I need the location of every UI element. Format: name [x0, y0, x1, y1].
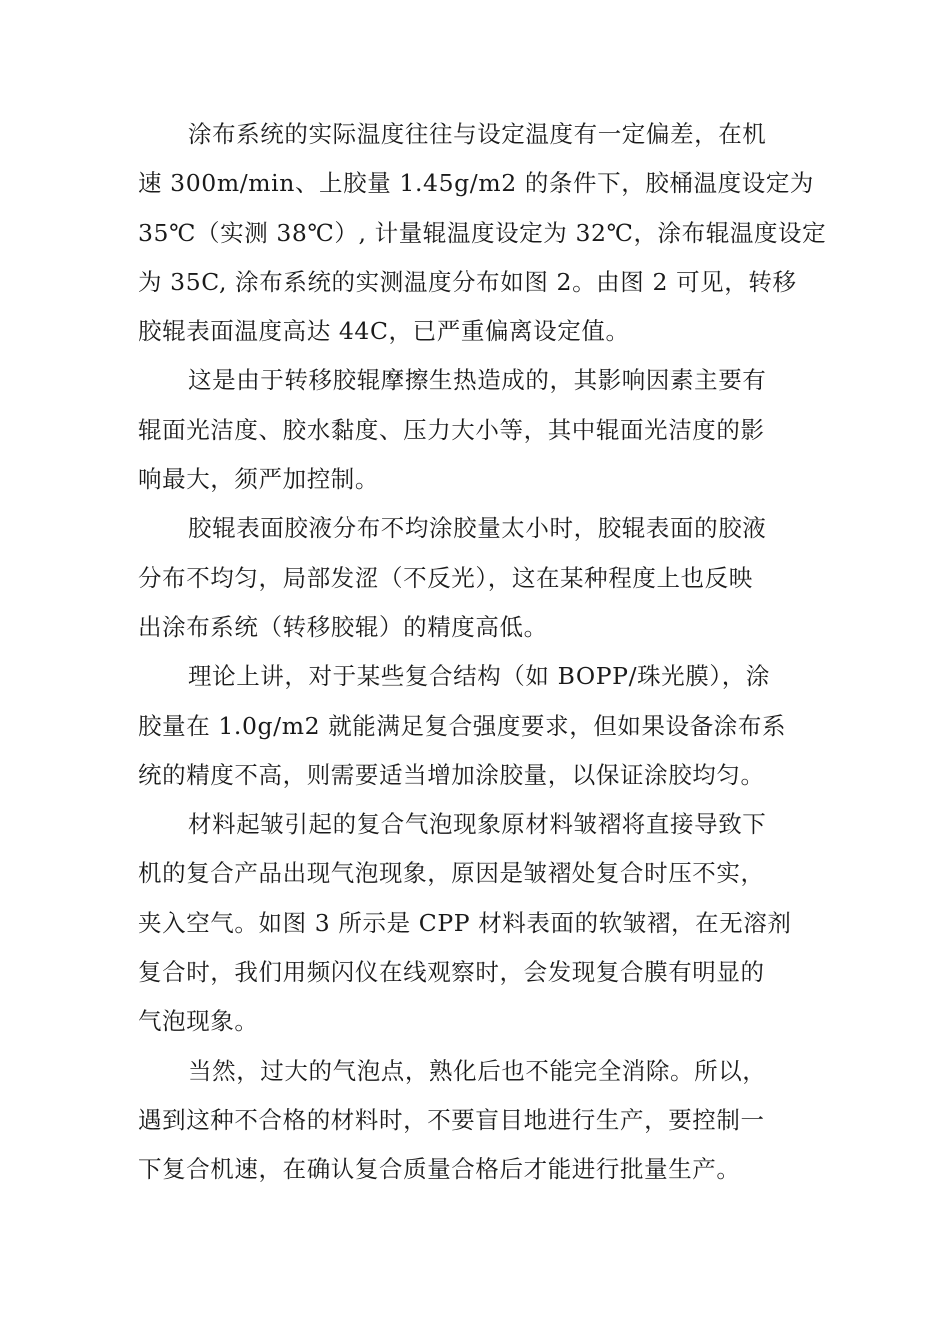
text-line: 这是由于转移胶辊摩擦生热造成的，其影响因素主要有	[188, 366, 767, 395]
text-line: 胶辊表面温度高达 44C，已严重偏离设定值。	[138, 317, 630, 346]
text-line: 出涂布系统（转移胶辊）的精度高低。	[138, 612, 548, 641]
text-line: 材料起皱引起的复合气泡现象原材料皱褶将直接导致下	[188, 810, 767, 839]
text-line: 气泡现象。	[138, 1007, 259, 1036]
text-line: 涂布系统的实际温度往往与设定温度有一定偏差，在机	[188, 120, 767, 148]
document-body	[138, 110, 827, 1195]
text-line: 胶辊表面胶液分布不均涂胶量太小时，胶辊表面的胶液	[188, 514, 767, 543]
text-line: 为 35C, 涂布系统的实测温度分布如图 2。由图 2 可见，转移	[138, 267, 797, 296]
text-line: 复合时，我们用频闪仪在线观察时，会发现复合膜有明显的	[138, 958, 765, 987]
paragraph-friction-heat	[138, 356, 818, 504]
paragraph-glue-distribution	[138, 504, 818, 652]
text-line: 理论上讲，对于某些复合结构（如 BOPP/珠光膜），涂	[188, 662, 770, 691]
text-line: 响最大，须严加控制。	[138, 465, 379, 494]
text-line: 下复合机速，在确认复合质量合格后才能进行批量生产。	[138, 1155, 741, 1184]
paragraph-wrinkle-bubbles	[138, 800, 818, 1046]
text-line: 统的精度不高，则需要适当增加涂胶量，以保证涂胶均匀。	[138, 760, 765, 789]
text-line: 速 300m/min、上胶量 1.45g/m2 的条件下，胶桶温度设定为	[138, 169, 815, 198]
paragraph-coating-amount	[138, 652, 818, 800]
text-line: 当然，过大的气泡点，熟化后也不能完全消除。所以，	[188, 1056, 767, 1085]
text-line: 胶量在 1.0g/m2 就能满足复合强度要求，但如果设备涂布系	[138, 711, 787, 740]
text-line: 35℃（实测 38℃）, 计量辊温度设定为 32℃，涂布辊温度设定	[138, 218, 827, 247]
paragraph-production-advice	[138, 1047, 818, 1195]
text-line: 辊面光洁度、胶水黏度、压力大小等，其中辊面光洁度的影	[138, 415, 765, 444]
text-line: 分布不均匀，局部发涩（不反光），这在某种程度上也反映	[138, 563, 753, 592]
text-line: 机的复合产品出现气泡现象，原因是皱褶处复合时压不实，	[138, 859, 765, 888]
text-line: 遇到这种不合格的材料时，不要盲目地进行生产，要控制一	[138, 1105, 765, 1134]
paragraph-coating-temperature	[138, 110, 827, 356]
text-line: 夹入空气。如图 3 所示是 CPP 材料表面的软皱褶，在无溶剂	[138, 908, 792, 937]
